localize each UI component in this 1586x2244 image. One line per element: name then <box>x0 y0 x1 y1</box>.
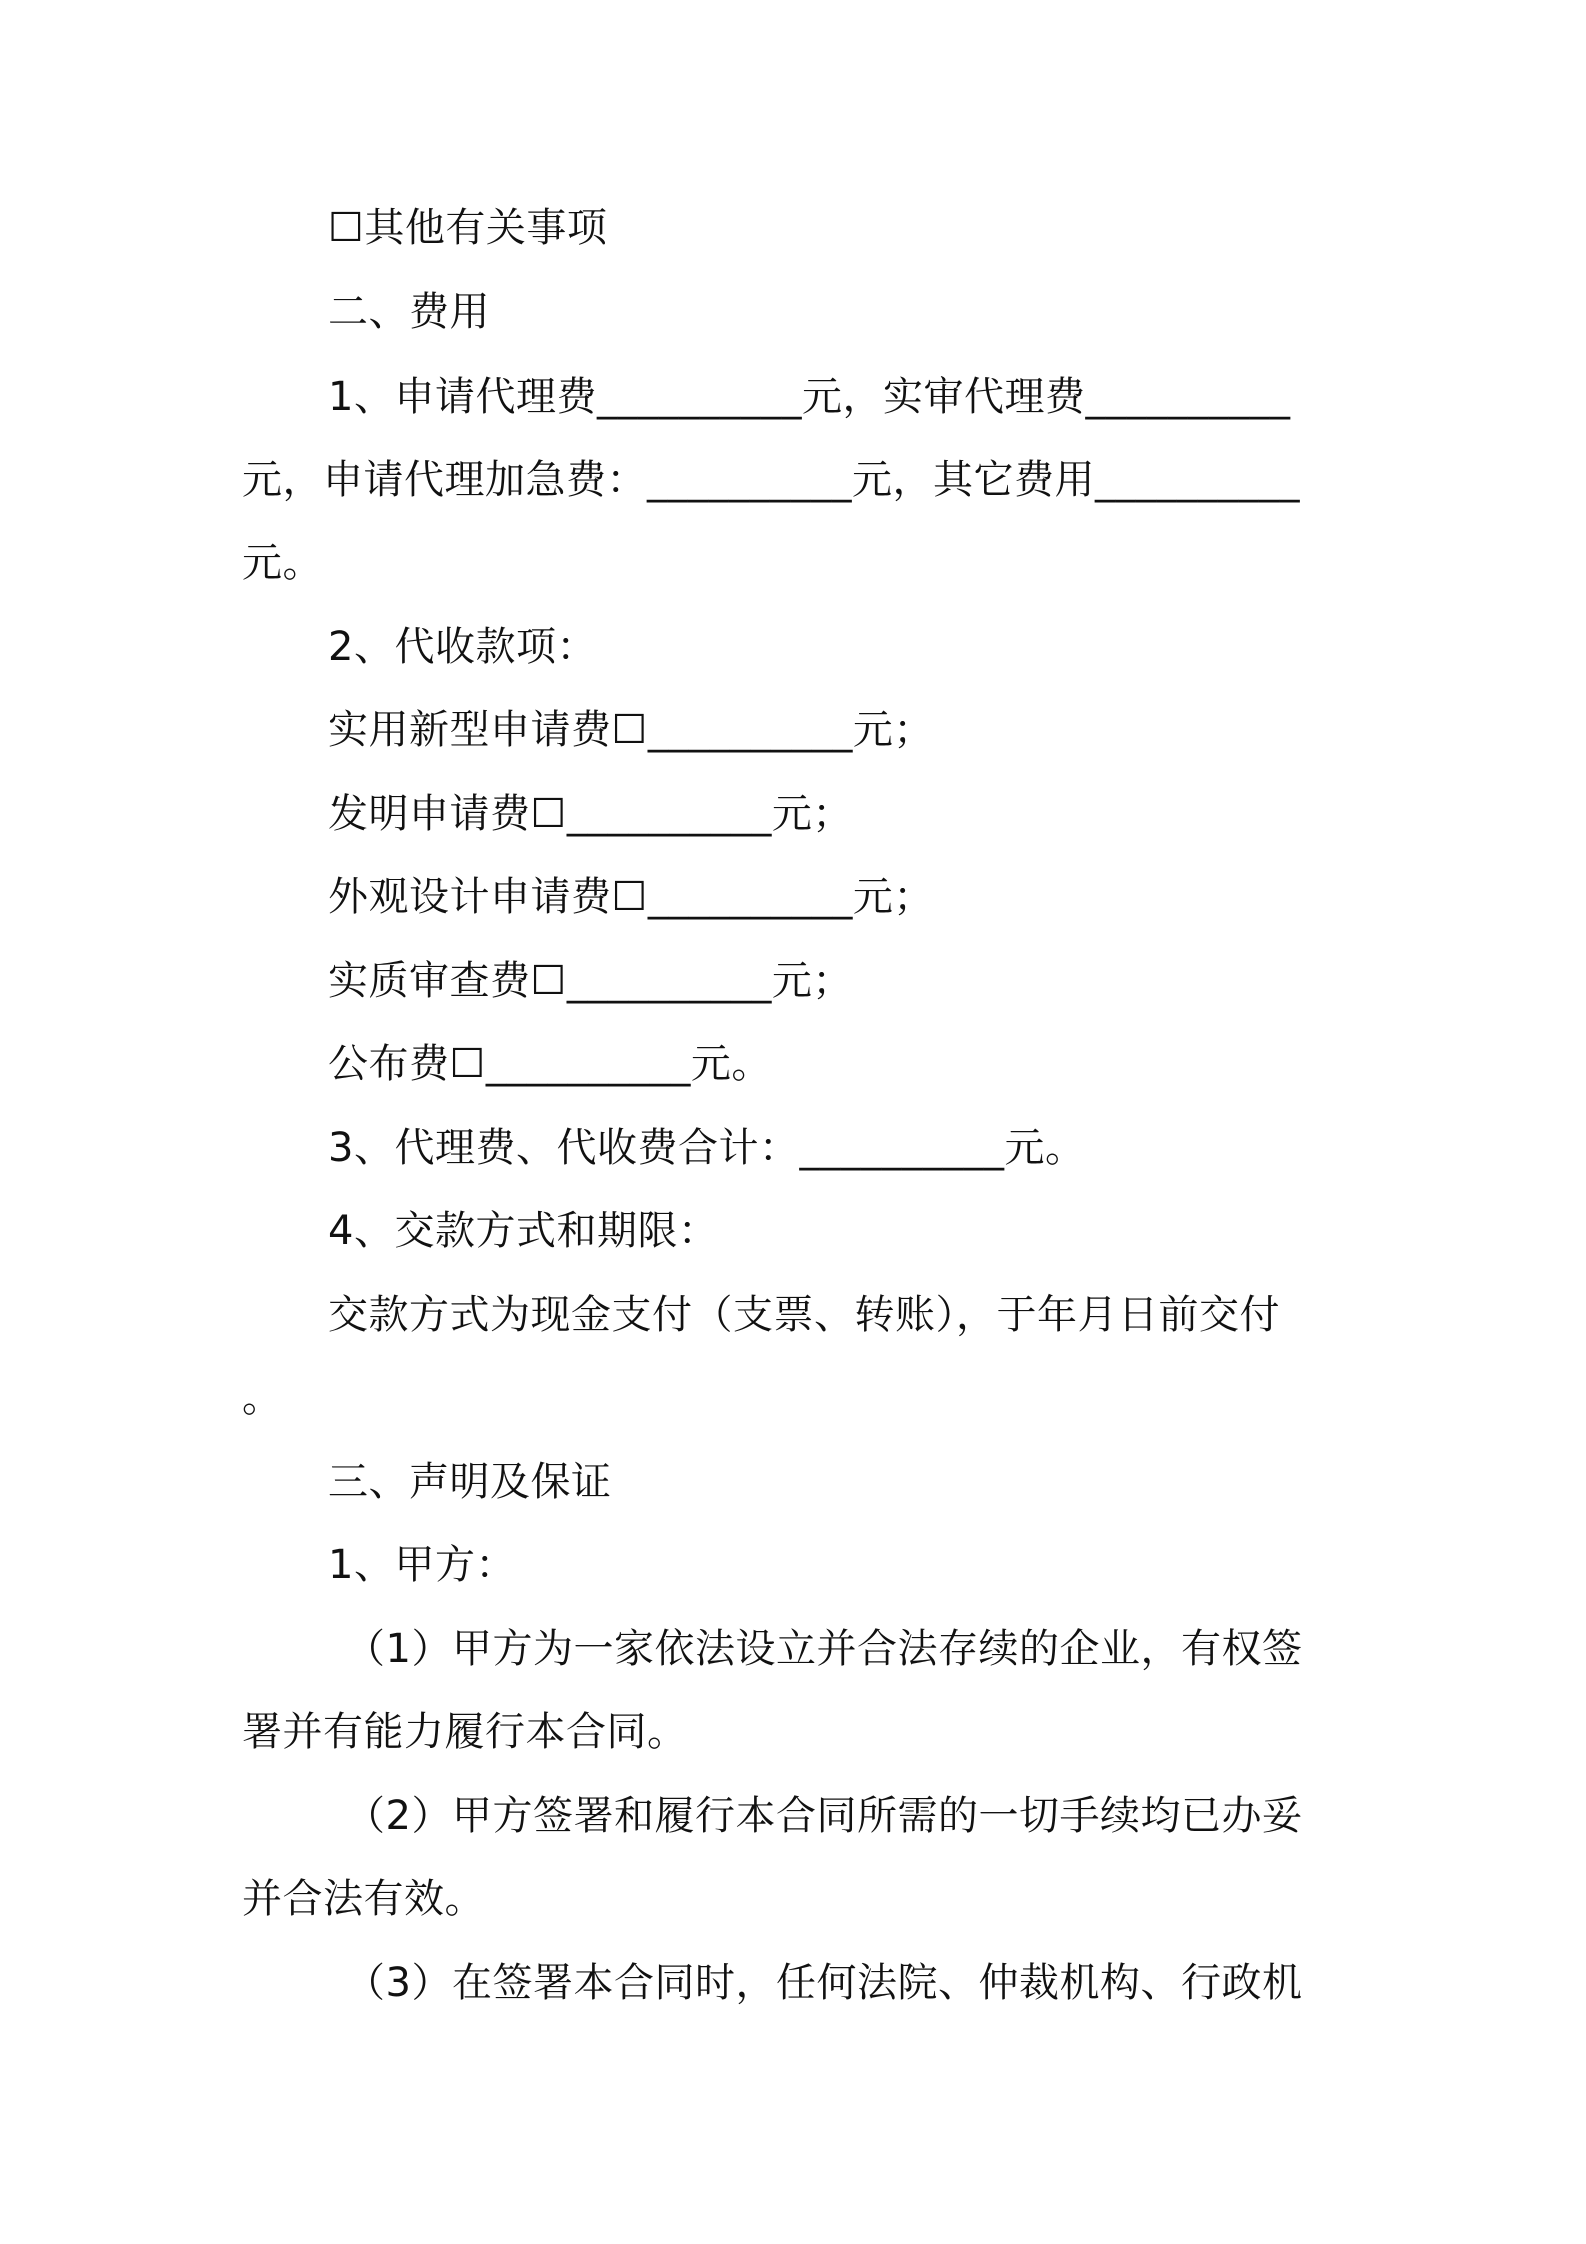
paragraph-line: 。 <box>242 1375 283 1421</box>
section-heading-declarations: 三、声明及保证 <box>328 1459 612 1505</box>
paragraph-line: （2）甲方签署和履行本合同所需的一切手续均已办妥 <box>345 1793 1303 1839</box>
fee-item-examination: 实质审查费☐__________元； <box>328 958 853 1004</box>
paragraph-line: 署并有能力履行本合同。 <box>242 1709 688 1755</box>
paragraph-line: （3）在签署本合同时，任何法院、仲裁机构、行政机 <box>345 1960 1303 2006</box>
section-heading-fees: 二、费用 <box>328 289 490 335</box>
paragraph-line: 3、代理费、代收费合计：__________元。 <box>328 1125 1086 1171</box>
fee-item-invention: 发明申请费☐__________元； <box>328 791 853 837</box>
paragraph-line: （1）甲方为一家依法设立并合法存续的企业，有权签 <box>345 1626 1303 1672</box>
fee-item-design: 外观设计申请费☐__________元； <box>328 874 934 920</box>
fee-item-publication: 公布费☐__________元。 <box>328 1041 772 1087</box>
paragraph-line: 4、交款方式和期限： <box>328 1208 719 1254</box>
paragraph-line: 1、甲方： <box>328 1542 516 1588</box>
paragraph-line: 元，申请代理加急费：__________元，其它费用__________ <box>242 457 1300 503</box>
paragraph-line: 交款方式为现金支付（支票、转账），于年月日前交付 <box>328 1292 1280 1338</box>
checkbox-other-matters: ☐其他有关事项 <box>328 205 608 251</box>
paragraph-line: 元。 <box>242 540 323 586</box>
paragraph-line: 并合法有效。 <box>242 1876 485 1922</box>
paragraph-line: 1、申请代理费__________元，实审代理费__________ <box>328 374 1291 420</box>
fee-item-utility-model: 实用新型申请费☐__________元； <box>328 707 934 753</box>
paragraph-line: 2、代收款项： <box>328 624 597 670</box>
